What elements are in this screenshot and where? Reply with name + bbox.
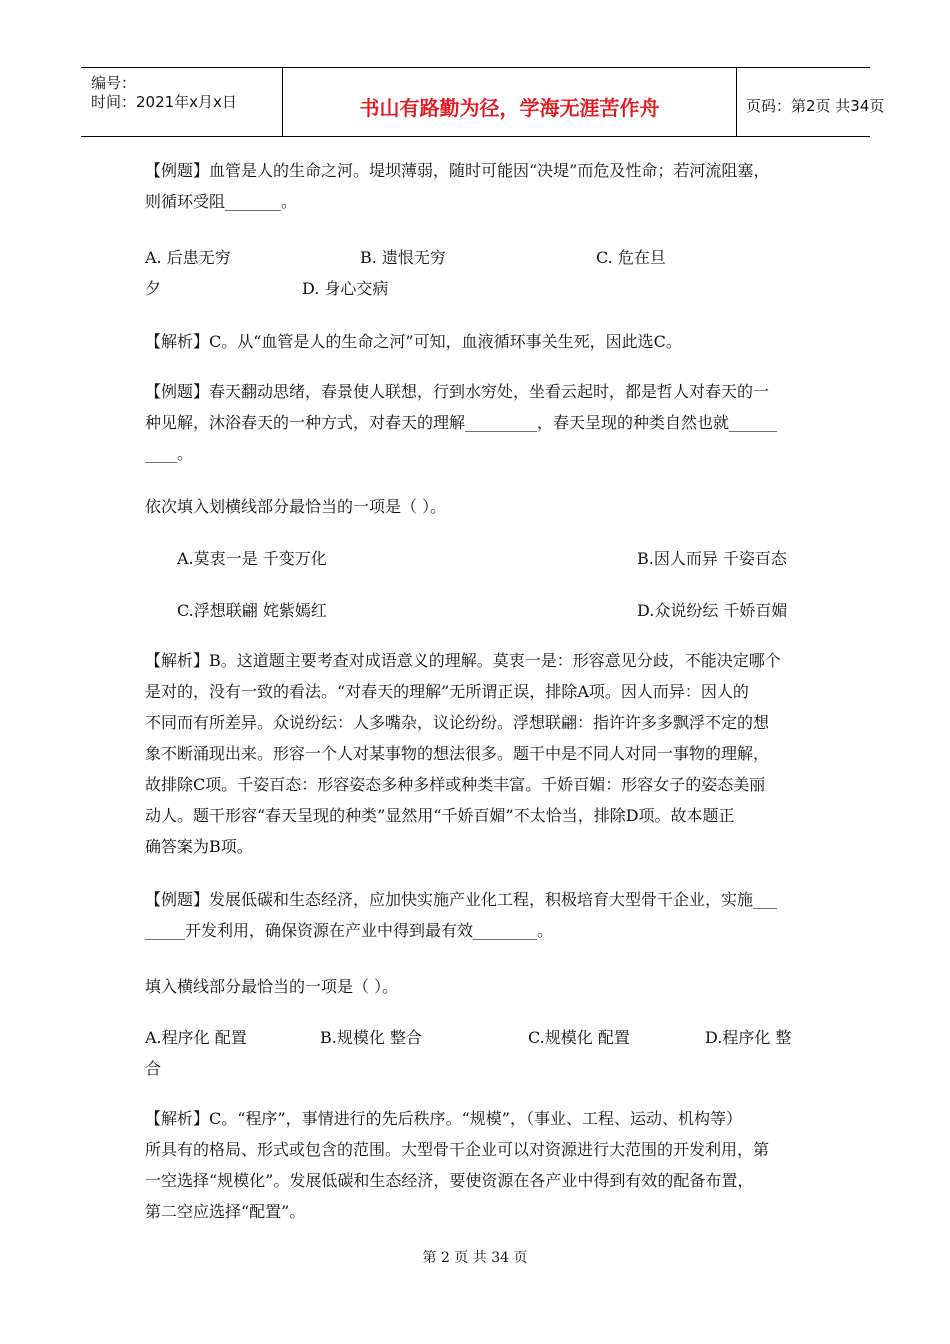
q2-stem-line3: ____。 (145, 444, 194, 463)
header-page-cell (736, 68, 885, 136)
q1-option-a: A. 后患无穷 (145, 248, 231, 267)
q3-instruction: 填入横线部分最恰当的一项是（ ）。 (145, 977, 399, 996)
q2-analysis (145, 645, 810, 862)
q3-stem (145, 884, 810, 946)
q1-option-c: C. 危在旦 (596, 248, 666, 267)
q2-analysis-line: 不同而有所差异。众说纷纭：人多嘴杂，议论纷纷。浮想联翩：指许许多多飘浮不定的想 (145, 713, 770, 732)
q1-option-d: D. 身心交病 (302, 279, 389, 298)
q2-stem-line2: 种见解，沐浴春天的一种方式，对春天的理解_________，春天呈现的种类自然也就______ (145, 413, 778, 432)
q2-analysis-line: 故排除C项。千姿百态：形容姿态多种多样或种类丰富。千娇百媚：形容女子的姿态美丽 (145, 775, 766, 794)
q1-analysis: 【解析】C。从“血管是人的生命之河”可知，血液循环事关生死，因此选C。 (145, 332, 682, 351)
q2-analysis-line: 象不断涌现出来。形容一个人对某事物的想法很多。题干中是不同人对同一事物的理解， (145, 744, 770, 763)
q3-option-b: B.规模化 整合 (320, 1028, 422, 1047)
q1-stem (145, 155, 810, 217)
q3-option-d: D.程序化 整 (705, 1028, 792, 1047)
q3-option-c: C.规模化 配置 (528, 1028, 630, 1047)
doc-number-label: 编号： (91, 74, 137, 92)
q2-option-b: B.因人而异 千姿百态 (637, 549, 787, 568)
q2-stem-line1: 【例题】春天翻动思绪，春景使人联想，行到水穷处，坐看云起时，都是哲人对春天的一 (145, 382, 770, 401)
q1-option-b: B. 遗恨无穷 (360, 248, 446, 267)
q1-stem-line1: 【例题】血管是人的生命之河。堤坝薄弱，随时可能因“决堤”而危及性命；若河流阻塞， (145, 161, 770, 180)
q3-stem-line2: _____开发利用，确保资源在产业中得到最有效________。 (145, 921, 554, 940)
header-motto-cell (282, 68, 737, 136)
page-header (81, 67, 885, 137)
header-motto: 书山有路勤为径，学海无涯苦作舟 (359, 96, 660, 120)
q3-analysis (145, 1103, 810, 1227)
q3-stem-line1: 【例题】发展低碳和生态经济，应加快实施产业化工程，积极培育大型骨干企业，实施___ (145, 890, 778, 909)
q2-analysis-line: 确答案为B项。 (145, 837, 253, 856)
header-meta-cell (81, 68, 281, 136)
page-footer: 第 2 页 共 34 页 (422, 1250, 528, 1266)
header-page-info: 页码：第2页 共34页 (746, 97, 885, 115)
doc-time-label: 时间：2021年x月x日 (91, 93, 237, 111)
q2-analysis-line: 【解析】B。这道题主要考查对成语意义的理解。莫衷一是：形容意见分歧，不能决定哪个 (145, 651, 781, 670)
q2-stem (145, 376, 810, 469)
q2-analysis-line: 是对的，没有一致的看法。“对春天的理解”无所谓正误，排除A项。因人而异：因人的 (145, 682, 749, 701)
q2-instruction: 依次填入划横线部分最恰当的一项是（ ）。 (145, 497, 447, 516)
q3-analysis-line: 第二空应选择“配置”。 (145, 1202, 306, 1221)
q3-analysis-line: 所具有的格局、形式或包含的范围。大型骨干企业可以对资源进行大范围的开发利用，第 (145, 1140, 770, 1159)
q2-option-d: D.众说纷纭 千娇百媚 (637, 601, 788, 620)
q2-option-c: C.浮想联翩 姹紫嫣红 (177, 601, 327, 620)
q3-option-d-cont: 合 (145, 1059, 162, 1078)
q3-analysis-line: 【解析】C。“程序”，事情进行的先后秩序。“规模”，（事业、工程、运动、机构等） (145, 1109, 742, 1128)
q3-option-a: A.程序化 配置 (145, 1028, 247, 1047)
q1-stem-line2: 则循环受阻_______。 (145, 192, 298, 211)
q1-option-c-cont: 夕 (145, 279, 162, 298)
q3-analysis-line: 一空选择“规模化”。发展低碳和生态经济，要使资源在各产业中得到有效的配备布置， (145, 1171, 754, 1190)
q2-option-a: A.莫衷一是 千变万化 (177, 549, 327, 568)
q2-analysis-line: 动人。题干形容“春天呈现的种类”显然用“千娇百媚”不太恰当，排除D项。故本题正 (145, 806, 735, 825)
